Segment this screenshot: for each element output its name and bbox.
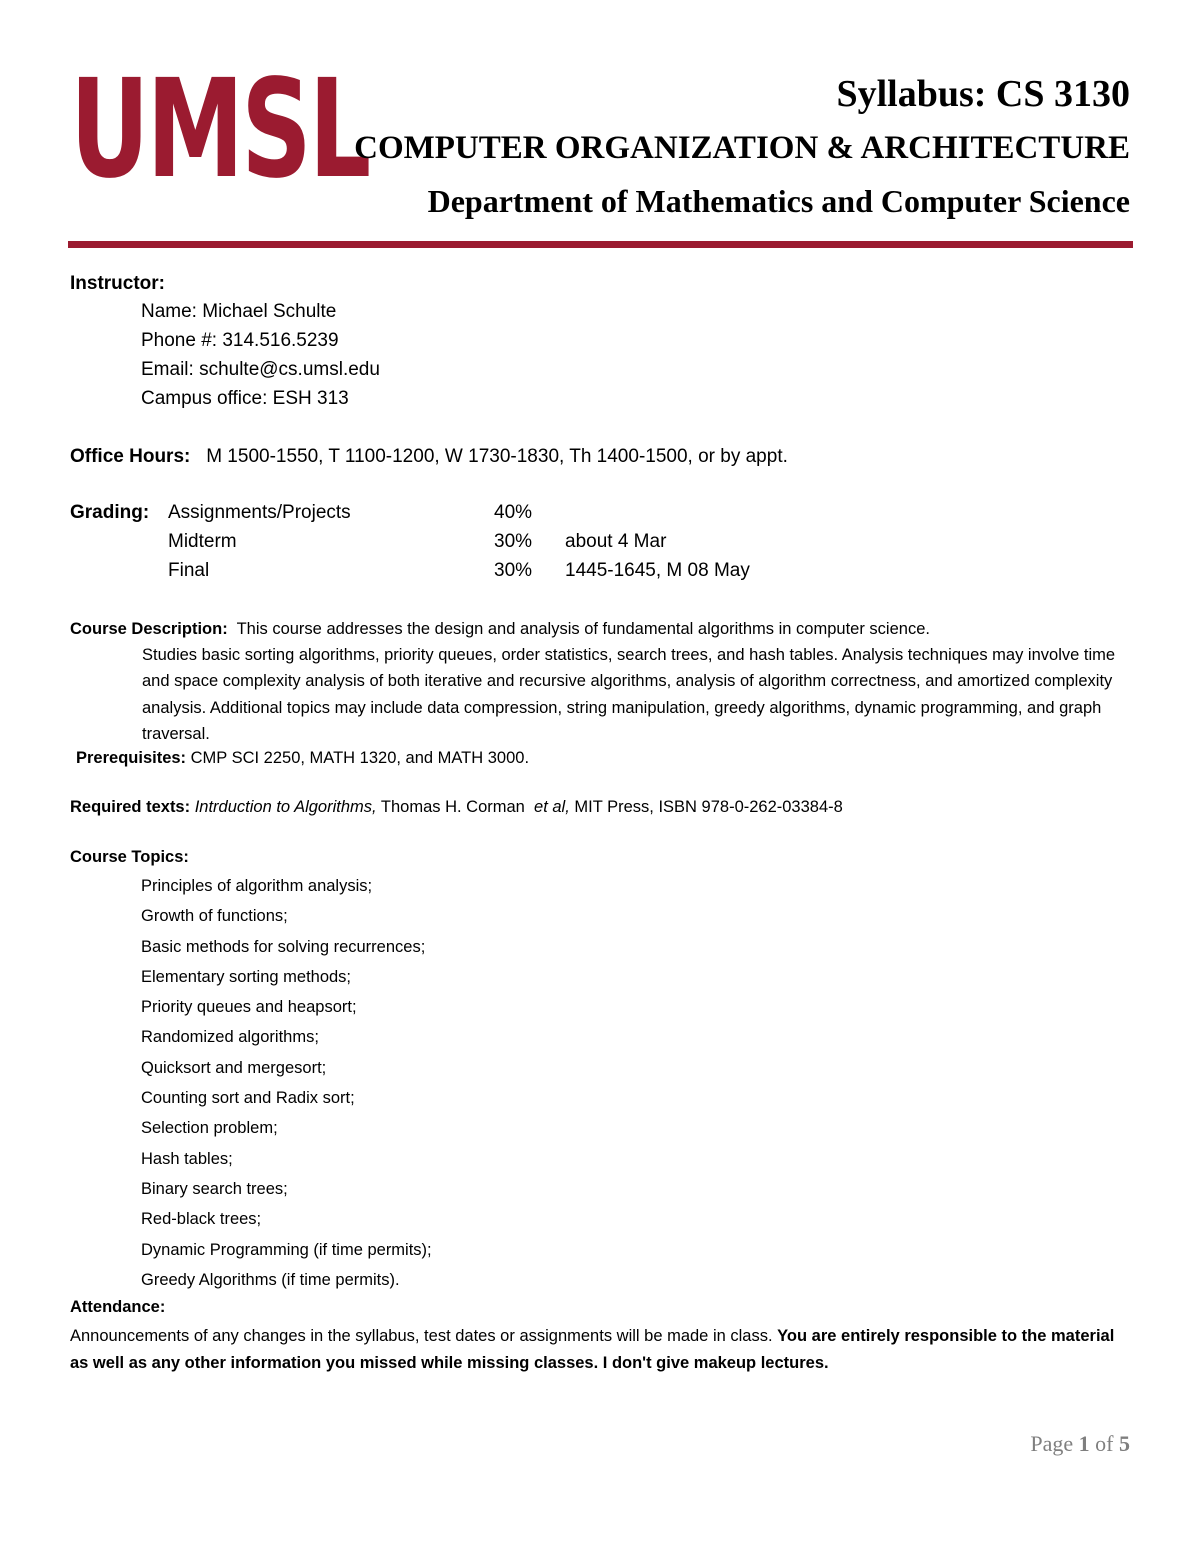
department-name: Department of Mathematics and Computer Science (427, 183, 1130, 219)
prerequisites (76, 749, 529, 768)
office-hours (70, 446, 788, 468)
topic-item: Binary search trees; (141, 1179, 288, 1198)
attendance-heading: Attendance: (70, 1298, 166, 1316)
course-description-first-line: This course addresses the design and analysis of fundamental algorithms in computer science. (236, 620, 930, 638)
grading-weight: 30% (494, 531, 533, 552)
topic-item: Selection problem; (141, 1119, 278, 1138)
grading-weight: 40% (494, 502, 533, 523)
grading-item: Final (168, 560, 210, 581)
course-topics-list (141, 873, 432, 1297)
grading-item: Assignments/Projects (168, 502, 351, 523)
course-description-body: Studies basic sorting algorithms, priority queues, order statistics, search trees, and hash tables. Analysis techniques may involve time and space complexity analysis of both iterative and recursive algorithms, analysis of algorithm correctness, and amortized complexity analysis. Additional topics may include data compression, string manipulation, greedy algorithms, dynamic programming, and graph traversal. (142, 646, 1116, 743)
textbook-publisher: MIT Press, ISBN 978-0-262-03384-8 (574, 798, 843, 816)
topic-item: Hash tables; (141, 1149, 233, 1168)
topic-item: Principles of algorithm analysis; (141, 877, 373, 895)
prerequisites-value: CMP SCI 2250, MATH 1320, and MATH 3000. (190, 749, 530, 767)
topic-item: Growth of functions; (141, 907, 288, 926)
textbook-title: Intrduction to Algorithms, (194, 798, 377, 816)
current-page: 1 (1078, 1431, 1090, 1456)
attendance-bold-text: You are entirely responsible to the material as well as any other information you missed while missing classes. I don't give makeup lectures. (70, 1327, 1115, 1372)
topic-item: Dynamic Programming (if time permits); (141, 1240, 432, 1259)
course-topics-heading: Course Topics: (70, 848, 189, 866)
instructor-heading: Instructor: (70, 273, 165, 294)
total-pages: 5 (1119, 1431, 1130, 1456)
office-hours-label: Office Hours: (70, 446, 191, 467)
course-description-label: Course Description: (70, 620, 228, 638)
umsl-logo: UMSL (70, 51, 369, 209)
topic-item: Red-black trees; (141, 1210, 262, 1229)
grading-weight: 30% (494, 560, 533, 581)
topic-item: Counting sort and Radix sort; (141, 1089, 355, 1108)
page-number: Page 1 of 5 (1030, 1431, 1130, 1456)
instructor-office: Campus office: ESH 313 (141, 388, 349, 409)
textbook-et-al: et al, (534, 798, 570, 816)
topic-item: Basic methods for solving recurrences; (141, 937, 426, 956)
topic-item: Elementary sorting methods; (141, 967, 352, 986)
required-texts-label: Required texts: (70, 798, 191, 816)
prerequisites-label: Prerequisites: (76, 749, 187, 767)
header-divider (68, 241, 1133, 248)
instructor-name: Name: Michael Schulte (141, 301, 337, 322)
office-hours-value: M 1500-1550, T 1100-1200, W 1730-1830, Th 1400-1500, or by appt. (206, 446, 788, 467)
grading-note: 1445-1645, M 08 May (565, 560, 750, 581)
course-name: COMPUTER ORGANIZATION & ARCHITECTURE (354, 130, 1130, 166)
grading-label: Grading: (70, 502, 150, 523)
textbook-author: Thomas H. Corman (380, 798, 525, 816)
grading-item: Midterm (168, 531, 237, 552)
instructor-phone: Phone #: 314.516.5239 (141, 330, 339, 351)
attendance-text: Announcements of any changes in the syllabus, test dates or assignments will be made in class. (70, 1327, 773, 1345)
topic-item: Priority queues and heapsort; (141, 998, 357, 1017)
course-description (70, 616, 1130, 747)
syllabus-title: Syllabus: CS 3130 (836, 73, 1130, 115)
attendance-policy (70, 1323, 1130, 1376)
topic-item: Randomized algorithms; (141, 1028, 319, 1047)
topic-item: Quicksort and mergesort; (141, 1058, 327, 1077)
instructor-email: Email: schulte@cs.umsl.edu (141, 359, 380, 380)
topic-item: Greedy Algorithms (if time permits). (141, 1270, 400, 1289)
grading-note: about 4 Mar (565, 531, 667, 552)
required-texts (70, 798, 843, 817)
